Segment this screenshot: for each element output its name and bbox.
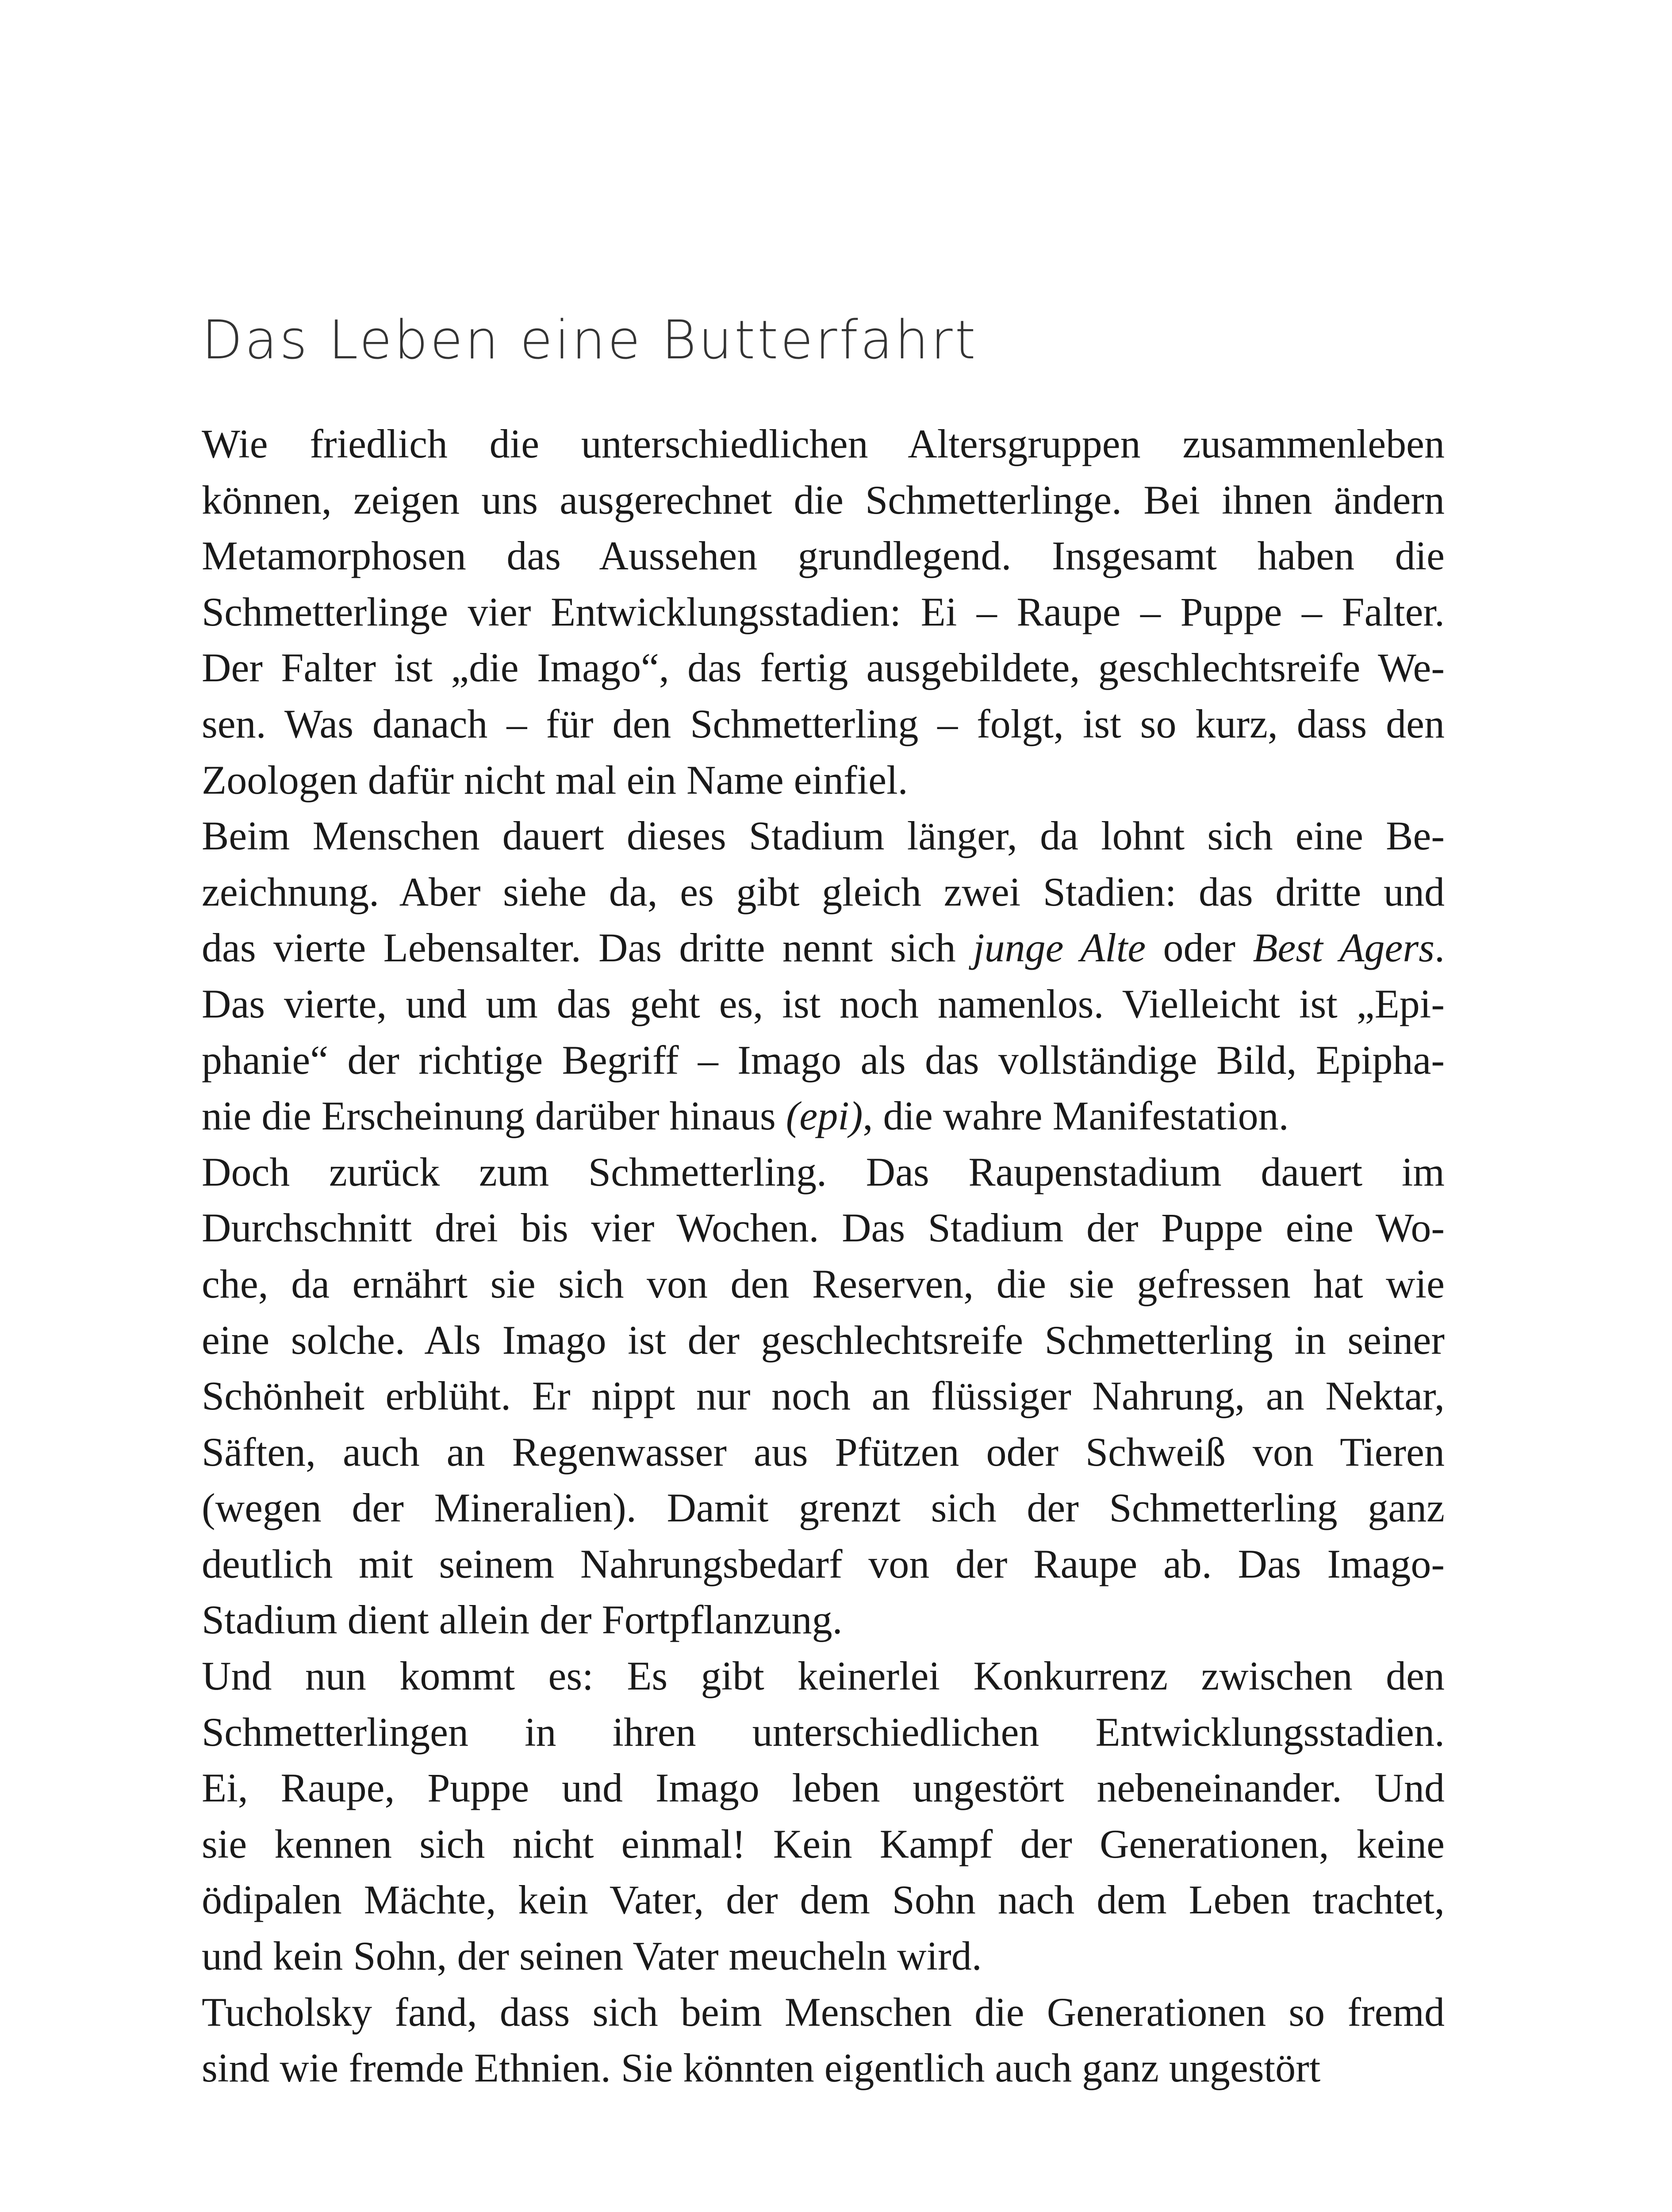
text-segment: oder bbox=[1146, 925, 1253, 971]
text-line bbox=[202, 920, 1445, 976]
text-segment: Das vierte, und um das geht es, ist noch namenlos. Vielleicht ist „Epi- bbox=[202, 981, 1445, 1026]
text-segment: . bbox=[1434, 925, 1445, 971]
text-segment: (wegen der Mineralien). Damit grenzt sich der Schmetterling ganz bbox=[202, 1485, 1445, 1531]
paragraph bbox=[202, 1984, 1445, 2096]
text-line bbox=[202, 640, 1445, 696]
text-line bbox=[202, 1424, 1445, 1480]
text-segment: sie kennen sich nicht einmal! Kein Kampf der Generationen, keine bbox=[202, 1821, 1445, 1866]
text-line bbox=[202, 1312, 1445, 1368]
text-segment: eine solche. Als Imago ist der geschlechtsreife Schmetterling in seiner bbox=[202, 1317, 1445, 1363]
text-line bbox=[202, 1816, 1445, 1872]
text-segment: Stadium dient allein der Fortpflanzung. bbox=[202, 1597, 843, 1643]
text-line bbox=[202, 1704, 1445, 1760]
text-line bbox=[202, 1032, 1445, 1088]
text-segment: , die wahre Manifestation. bbox=[863, 1093, 1289, 1139]
text-segment: ödipalen Mächte, kein Vater, der dem Sohn nach dem Leben trachtet, bbox=[202, 1877, 1445, 1923]
text-segment: Ei, Raupe, Puppe und Imago leben ungestört nebeneinander. Und bbox=[202, 1765, 1445, 1811]
text-segment: Wie friedlich die unterschiedlichen Altersgruppen zusammenleben bbox=[202, 421, 1445, 466]
text-line bbox=[202, 1760, 1445, 1816]
text-segment: Säften, auch an Regenwasser aus Pfützen oder Schweiß von Tieren bbox=[202, 1429, 1445, 1475]
text-segment: sind wie fremde Ethnien. Sie könnten eigentlich auch ganz ungestört bbox=[202, 2045, 1321, 2091]
text-line bbox=[202, 1872, 1445, 1928]
text-line bbox=[202, 1648, 1445, 1704]
paragraph bbox=[202, 808, 1445, 1144]
italic-text: Best Agers bbox=[1253, 925, 1435, 971]
text-line bbox=[202, 976, 1445, 1032]
text-line bbox=[202, 584, 1445, 640]
text-line bbox=[202, 1256, 1445, 1312]
text-segment: Und nun kommt es: Es gibt keinerlei Konkurrenz zwischen den bbox=[202, 1653, 1445, 1699]
text-segment: Tucholsky fand, dass sich beim Menschen die Generationen so fremd bbox=[202, 1989, 1445, 2035]
text-line bbox=[202, 752, 1445, 808]
text-segment: Schönheit erblüht. Er nippt nur noch an flüssiger Nahrung, an Nektar, bbox=[202, 1373, 1445, 1419]
body-text bbox=[202, 416, 1445, 2096]
text-segment: Beim Menschen dauert dieses Stadium länger, da lohnt sich eine Be- bbox=[202, 813, 1445, 859]
text-segment: zeichnung. Aber siehe da, es gibt gleich zwei Stadien: das dritte und bbox=[202, 869, 1445, 914]
text-segment: phanie“ der richtige Begriff – Imago als das vollständige Bild, Epipha- bbox=[202, 1037, 1445, 1083]
italic-text: junge Alte bbox=[973, 925, 1146, 971]
text-segment: Zoologen dafür nicht mal ein Name einfiel. bbox=[202, 757, 908, 803]
text-segment: che, da ernährt sie sich von den Reserven, die sie gefressen hat wie bbox=[202, 1261, 1445, 1306]
text-line bbox=[202, 864, 1445, 920]
text-segment: das vierte Lebensalter. Das dritte nennt sich bbox=[202, 925, 974, 971]
text-line bbox=[202, 1536, 1445, 1592]
text-line bbox=[202, 1592, 1445, 1648]
text-segment: Schmetterlinge vier Entwicklungsstadien: Ei – Raupe – Puppe – Falter. bbox=[202, 589, 1445, 634]
text-segment: Doch zurück zum Schmetterling. Das Raupenstadium dauert im bbox=[202, 1149, 1445, 1194]
paragraph bbox=[202, 1144, 1445, 1648]
text-segment: Durchschnitt drei bis vier Wochen. Das Stadium der Puppe eine Wo- bbox=[202, 1205, 1445, 1251]
text-line bbox=[202, 1144, 1445, 1200]
text-line bbox=[202, 696, 1445, 752]
italic-text: (epi) bbox=[786, 1093, 863, 1139]
text-line bbox=[202, 472, 1445, 528]
text-segment: deutlich mit seinem Nahrungsbedarf von der Raupe ab. Das Imago- bbox=[202, 1541, 1445, 1586]
text-line bbox=[202, 1928, 1445, 1984]
paragraph bbox=[202, 416, 1445, 808]
paragraph bbox=[202, 1648, 1445, 1984]
text-line bbox=[202, 808, 1445, 864]
text-segment: nie die Erscheinung darüber hinaus bbox=[202, 1093, 786, 1139]
text-segment: Schmetterlingen in ihren unterschiedlichen Entwicklungsstadien. bbox=[202, 1709, 1445, 1755]
text-line bbox=[202, 1200, 1445, 1256]
text-line bbox=[202, 1368, 1445, 1424]
text-line bbox=[202, 416, 1445, 472]
text-line bbox=[202, 1984, 1445, 2040]
text-line bbox=[202, 1088, 1445, 1144]
text-segment: Metamorphosen das Aussehen grundlegend. Insgesamt haben die bbox=[202, 533, 1445, 579]
text-segment: und kein Sohn, der seinen Vater meucheln wird. bbox=[202, 1933, 982, 1979]
text-line bbox=[202, 2040, 1445, 2096]
chapter-heading: Das Leben eine Butterfahrt bbox=[202, 310, 978, 371]
text-segment: Der Falter ist „die Imago“, das fertig ausgebildete, geschlechtsreife We- bbox=[202, 645, 1445, 691]
text-segment: können, zeigen uns ausgerechnet die Schmetterlinge. Bei ihnen ändern bbox=[202, 477, 1445, 522]
text-line bbox=[202, 528, 1445, 584]
text-segment: sen. Was danach – für den Schmetterling – folgt, ist so kurz, dass den bbox=[202, 701, 1445, 746]
text-line bbox=[202, 1480, 1445, 1536]
